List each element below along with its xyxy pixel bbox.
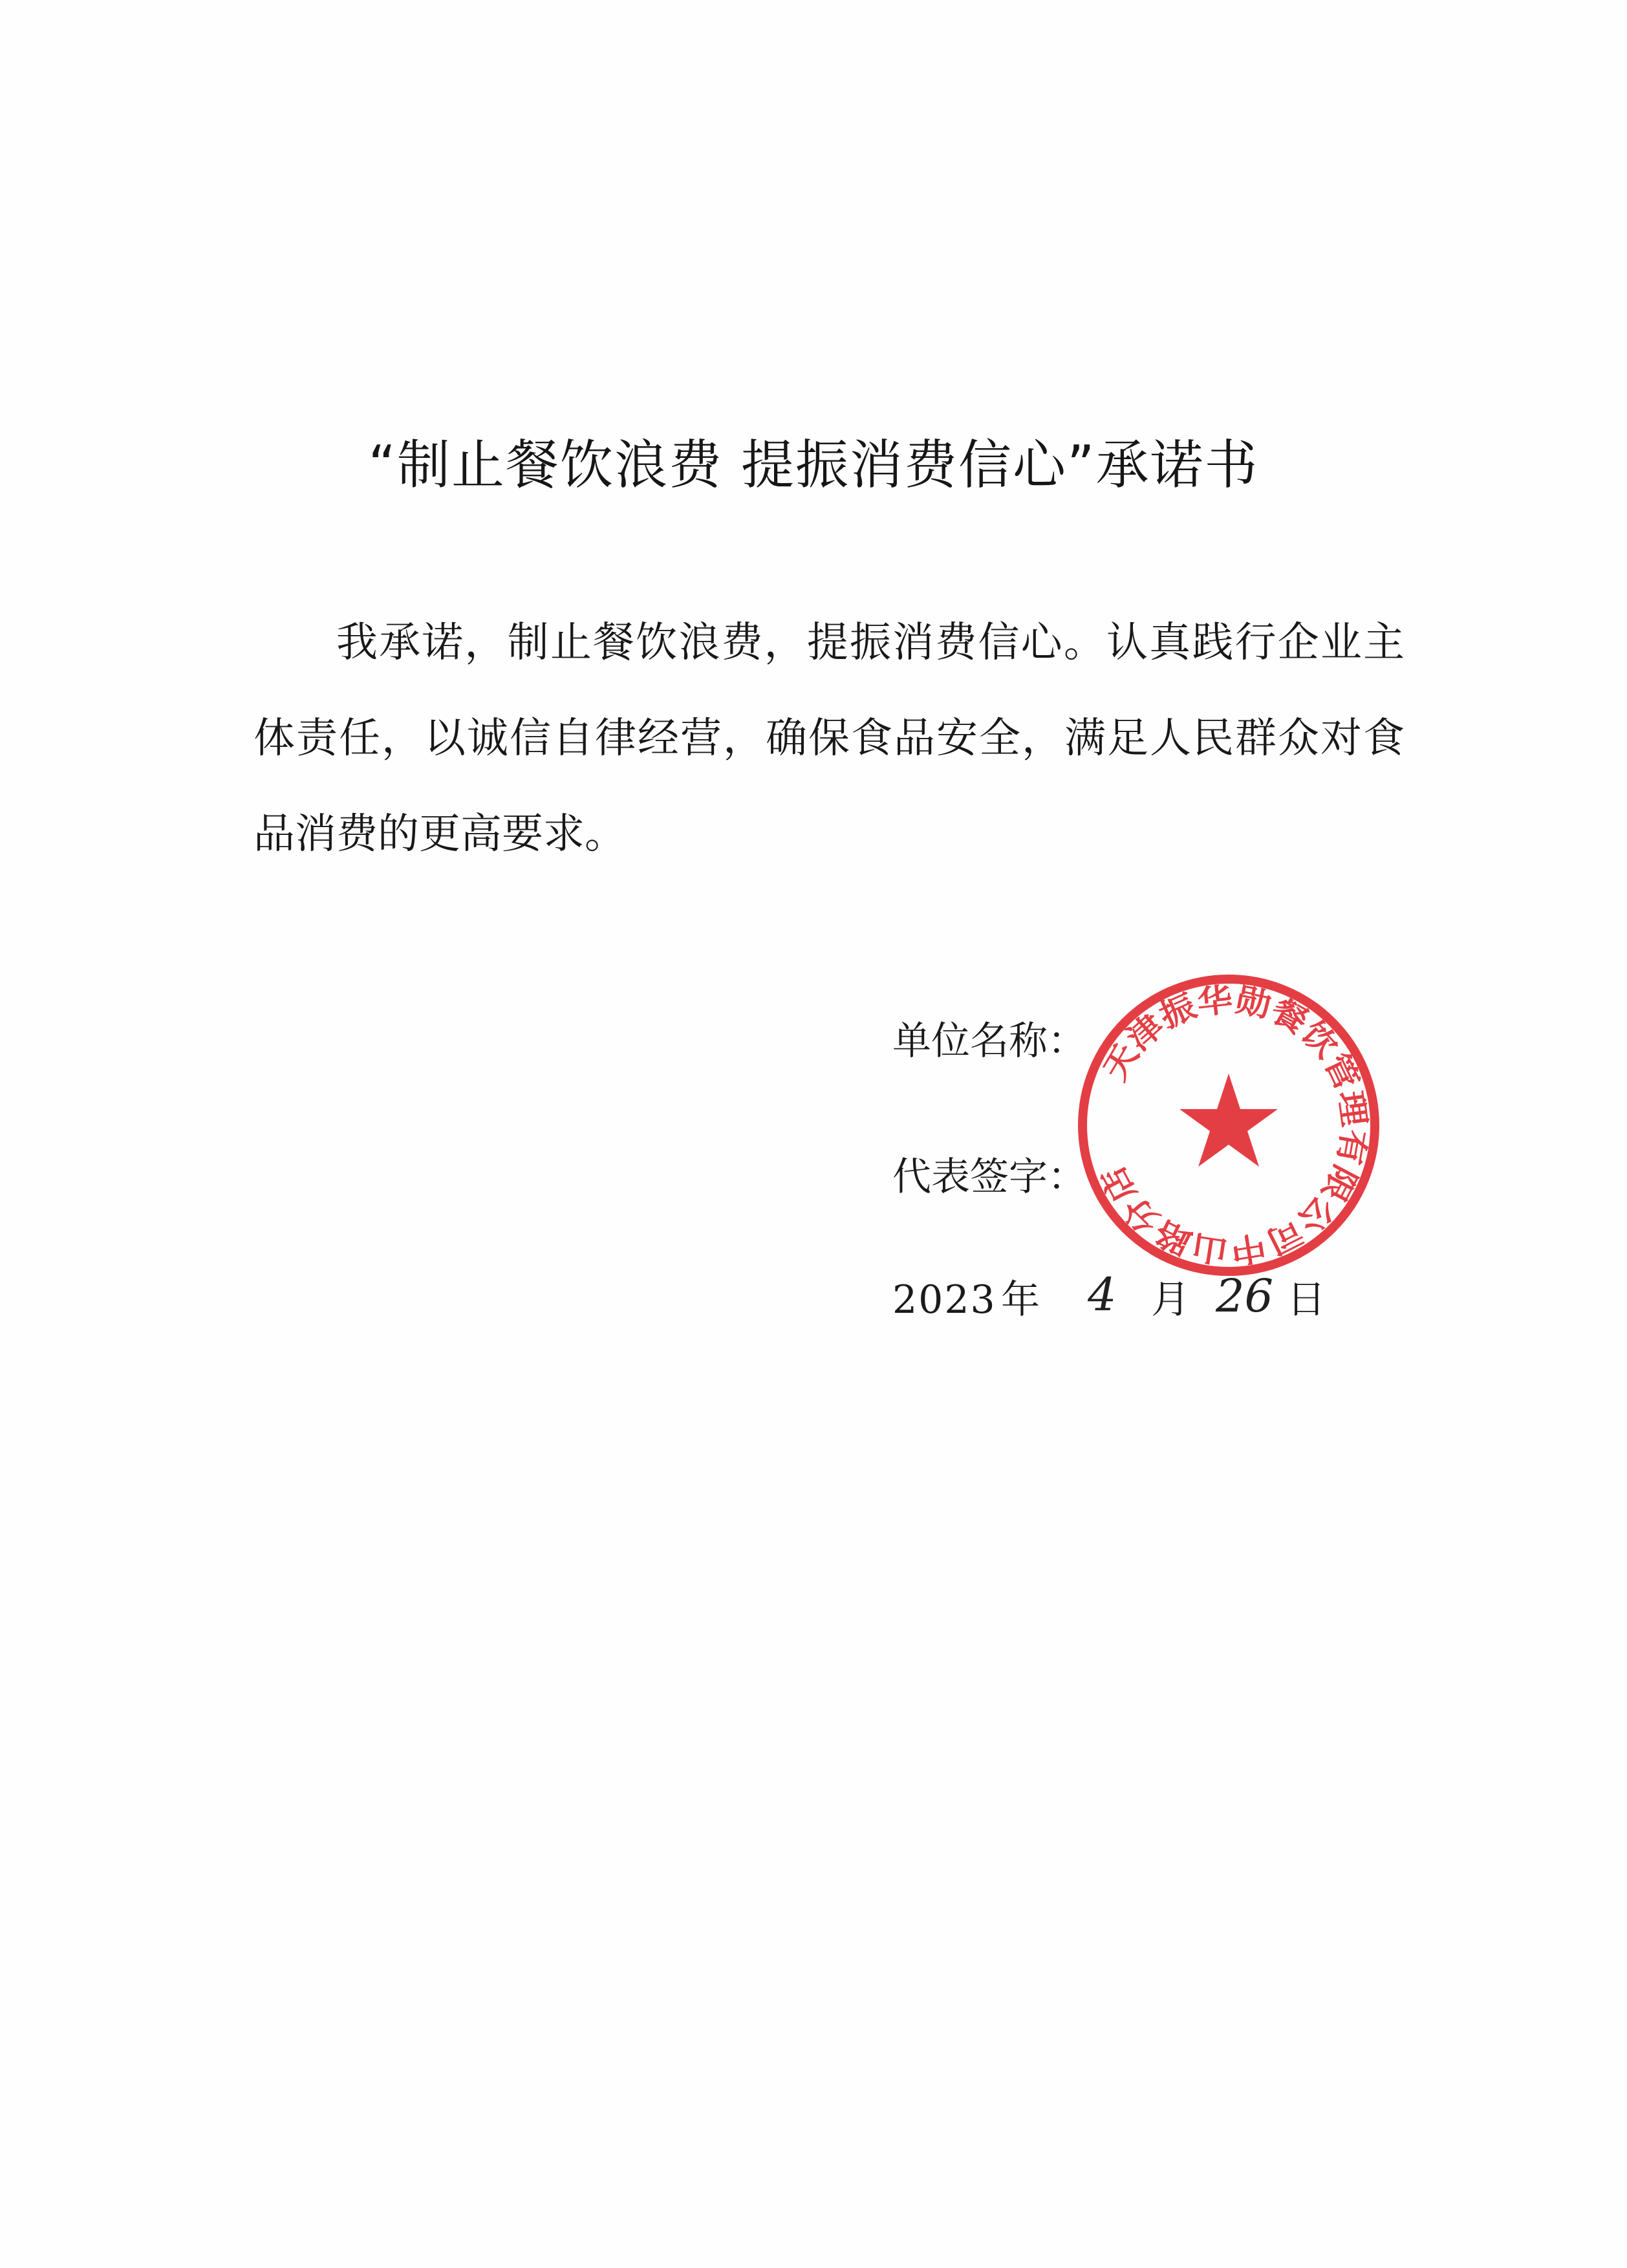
date-month-suffix: 月 bbox=[1151, 1277, 1190, 1323]
document-title: “制止餐饮浪费 提振消费信心”承诺书 bbox=[368, 435, 1259, 496]
unit-name-label: 单位名称： bbox=[892, 1019, 1086, 1064]
star-icon bbox=[1180, 1074, 1278, 1167]
date-day-suffix: 日 bbox=[1287, 1277, 1326, 1323]
date-month-handwritten: 4 bbox=[1088, 1268, 1117, 1321]
company-seal-stamp bbox=[1073, 970, 1384, 1280]
date-year: 2023 bbox=[892, 1277, 997, 1323]
representative-signature-label: 代表签字： bbox=[892, 1154, 1086, 1200]
date-day-handwritten: 26 bbox=[1216, 1269, 1274, 1323]
date-year-suffix: 年 bbox=[1001, 1277, 1040, 1323]
commitment-paragraph: 我承诺，制止餐饮浪费，提振消费信心。认真践行企业主体责任，以诚信自律经营，确保食品安全，满足人民群众对食品消费的更高要求。 bbox=[253, 619, 1405, 858]
seal-text: 天津振华勋餐饮管理有限公司中山路分店 bbox=[1095, 980, 1374, 1270]
